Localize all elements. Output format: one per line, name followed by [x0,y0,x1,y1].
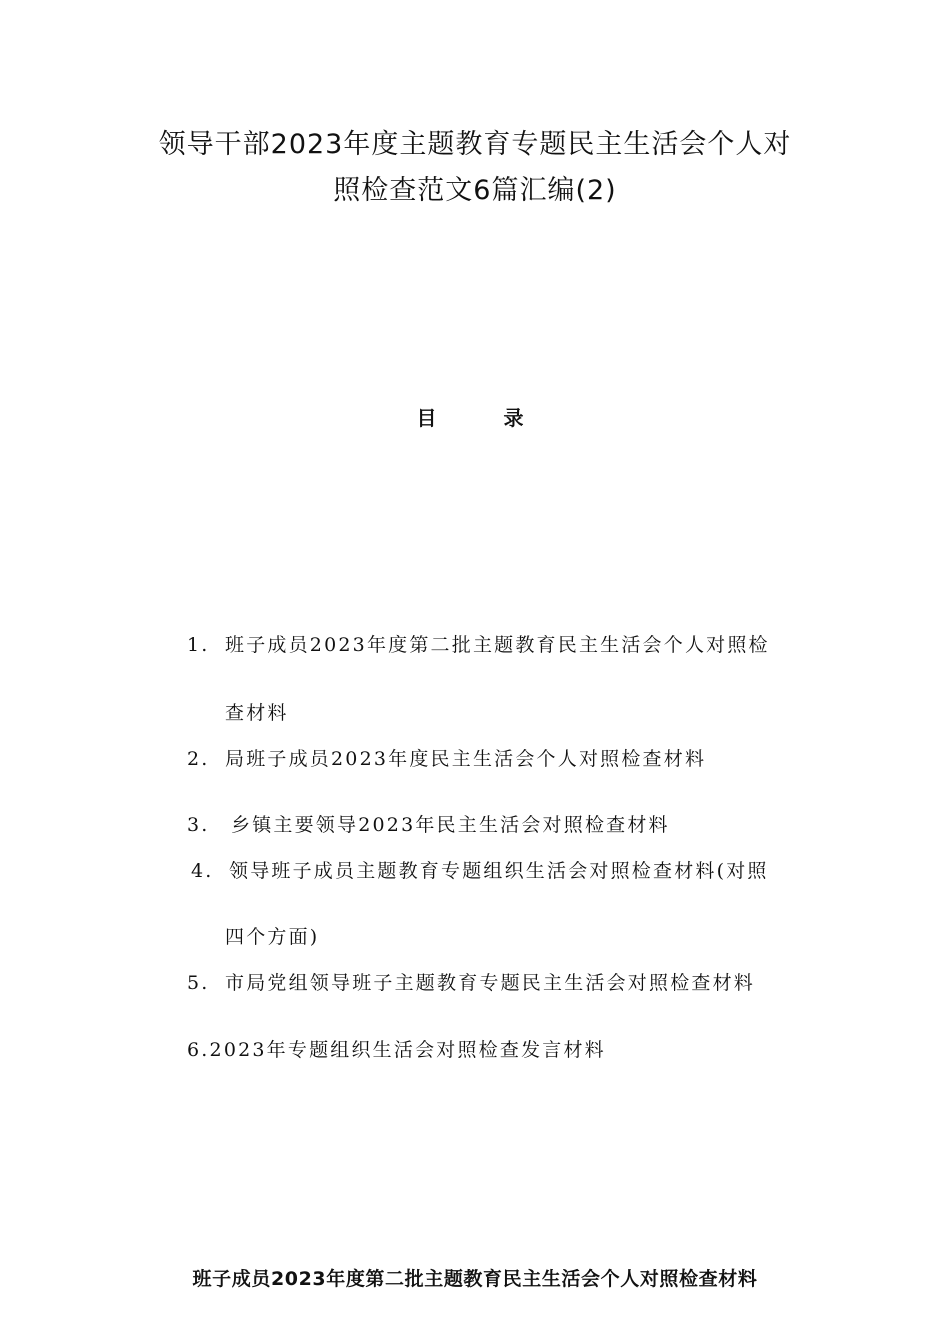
toc-item-number: 4. [191,860,214,882]
toc-item-1[interactable] [187,630,770,657]
toc-item-3[interactable] [187,810,670,837]
toc-item-number: 1. [187,634,210,656]
toc-item-text: 领导班子成员主题教育专题组织生活会对照检查材料(对照 [229,860,769,882]
section-title: 班子成员2023年度第二批主题教育民主生活会个人对照检查材料 [192,1268,758,1290]
document-title-line-2: 照检查范文6篇汇编(2) [333,175,617,206]
toc-item-text: 班子成员2023年度第二批主题教育民主生活会个人对照检 [225,634,770,656]
toc-heading: 目 录 [416,406,554,430]
document-title-line-1: 领导干部2023年度主题教育专题民主生活会个人对 [158,129,792,160]
toc-item-text: 市局党组领导班子主题教育专题民主生活会对照检查材料 [225,972,756,994]
toc-item-number: 3. [187,814,210,836]
toc-item-4[interactable] [191,856,769,883]
toc-item-4-continuation[interactable]: 四个方面) [225,926,320,948]
toc-item-1-continuation[interactable]: 查材料 [225,702,289,724]
toc-item-number: 2. [187,748,210,770]
toc-item-number: 5. [187,972,210,994]
toc-item-text: 乡镇主要领导2023年民主生活会对照检查材料 [231,814,670,836]
toc-item-5[interactable] [187,968,755,995]
toc-item-number: 6. [187,1039,210,1061]
toc-item-text: 2023年专题组织生活会对照检查发言材料 [209,1039,606,1061]
toc-item-6[interactable] [187,1035,606,1062]
toc-item-2[interactable] [187,744,706,771]
toc-item-text: 局班子成员2023年度民主生活会个人对照检查材料 [225,748,707,770]
